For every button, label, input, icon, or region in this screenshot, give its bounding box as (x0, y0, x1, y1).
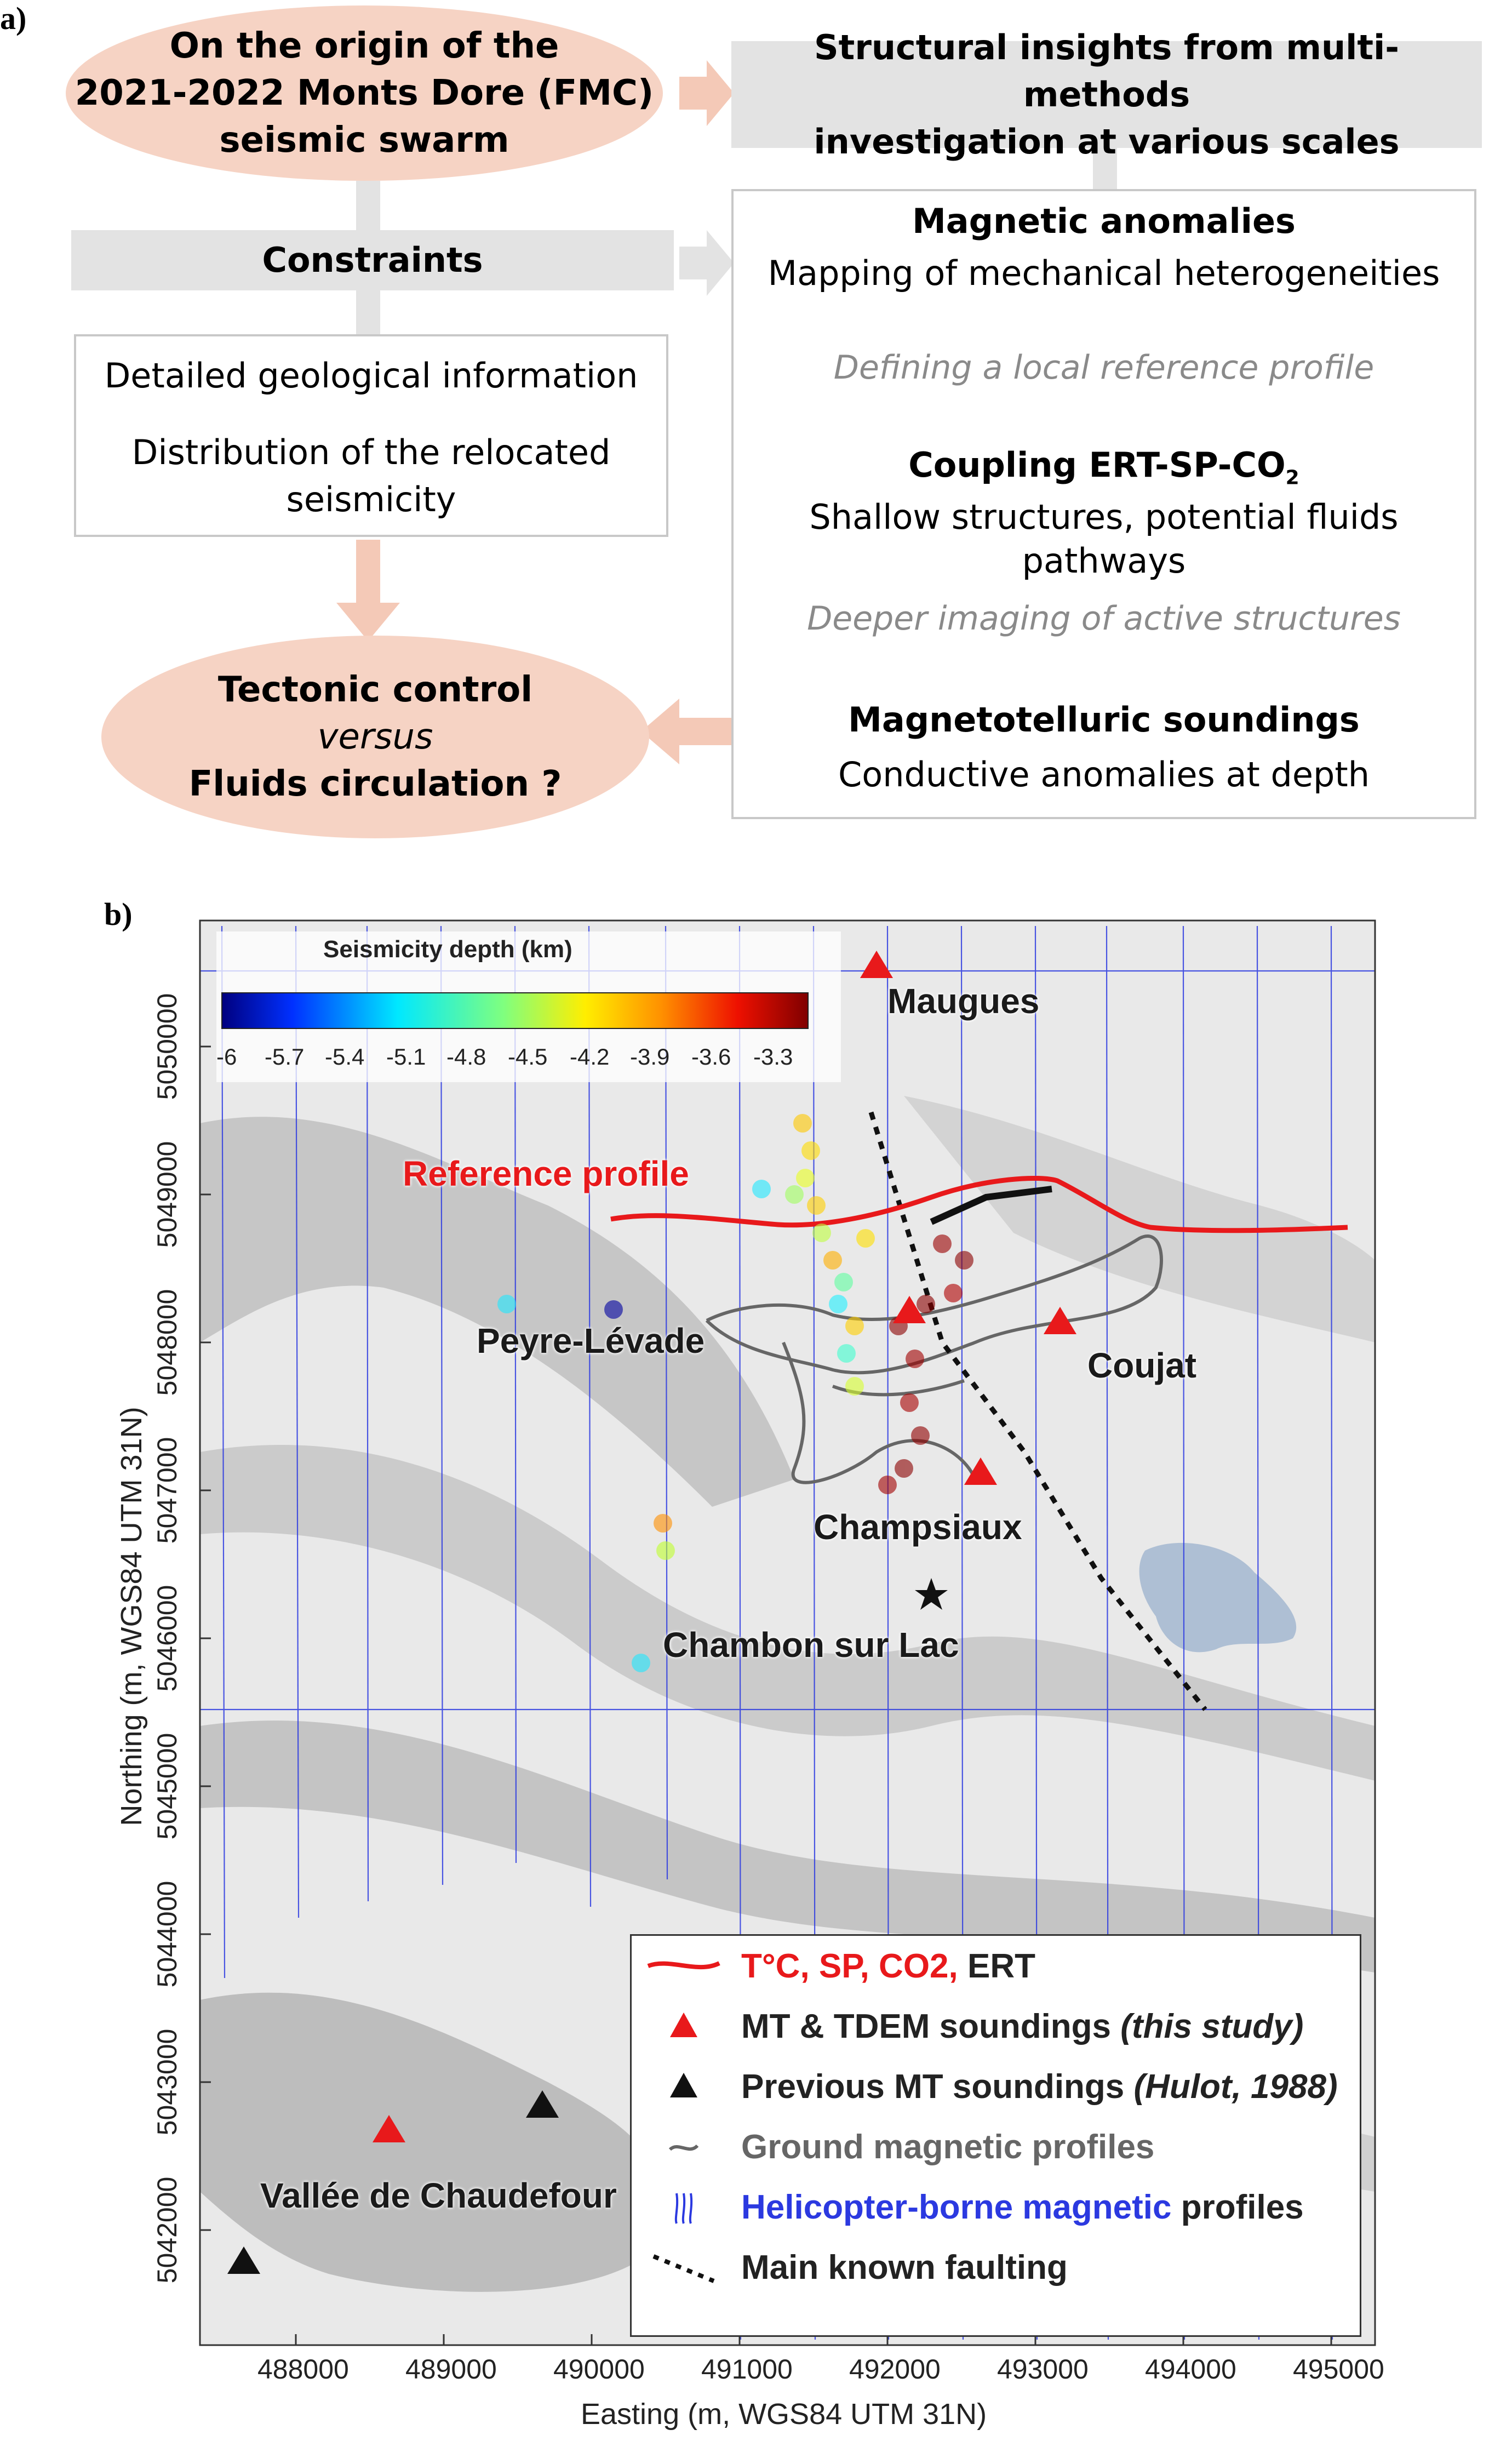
y-tick: 5047000 (152, 1437, 182, 1544)
legend-ert-black: ERT (967, 1947, 1035, 1985)
panel-b-label: b) (104, 896, 133, 932)
y-tick: 5044000 (152, 1880, 182, 1988)
legend-mt-symbol (643, 2004, 725, 2048)
legend-ground-text: Ground magnetic profiles (741, 2128, 1155, 2166)
legend-mt-main: MT & TDEM soundings (741, 2008, 1112, 2045)
cb-tick: -3.9 (630, 1044, 670, 1070)
cb-tick: -6 (216, 1044, 237, 1070)
legend-heli-black: profiles (1181, 2188, 1304, 2226)
result-line-3: Fluids circulation ? (188, 764, 562, 804)
y-tick-wrap (151, 993, 183, 1100)
cb-tick: -5.7 (265, 1044, 305, 1070)
panel-a-label: a) (0, 1, 27, 36)
ert-subtitle: Shallow structures, potential fluids pathways (809, 497, 1399, 581)
y-tick-wrap (151, 1881, 183, 1988)
x-tick: 490000 (553, 2354, 645, 2385)
step-reference-profile: Defining a local reference profile (833, 348, 1374, 387)
legend-heli-symbol (643, 2185, 725, 2229)
label-coujat: Coujat (1087, 1346, 1197, 1385)
colorbar-title: Seismicity depth (km) (323, 936, 572, 963)
legend-ert (632, 1936, 1360, 1996)
magnetic-anomalies-title: Magnetic anomalies (912, 201, 1296, 241)
legend-mt (632, 1996, 1360, 2056)
y-tick: 5045000 (152, 1733, 182, 1840)
y-tick-wrap (151, 2029, 183, 2136)
legend-ground-symbol (643, 2125, 725, 2169)
legend-fault (632, 2237, 1360, 2297)
legend-mt-italic: (this study) (1120, 2008, 1304, 2045)
x-tick: 493000 (997, 2354, 1089, 2385)
y-tick: 5043000 (152, 2028, 182, 2136)
y-tick-wrap (151, 2177, 183, 2284)
legend-previous-mt-symbol (643, 2065, 725, 2108)
cb-tick: -5.4 (325, 1044, 365, 1070)
cb-tick: -3.6 (691, 1044, 731, 1070)
mt-subtitle: Conductive anomalies at depth (838, 754, 1370, 794)
y-tick-wrap (151, 1289, 183, 1396)
origin-line-1: On the origin of the (169, 26, 559, 66)
x-tick: 491000 (701, 2354, 793, 2385)
y-tick: 5049000 (152, 1141, 182, 1248)
legend-ert-red: T°C, SP, CO2, (741, 1947, 958, 1985)
legend-heli-blue: Helicopter-borne magnetic (741, 2188, 1172, 2226)
label-champsiaux: Champsiaux (814, 1507, 1022, 1547)
label-maugues: Maugues (887, 981, 1040, 1021)
cb-tick: -5.1 (386, 1044, 426, 1070)
constraint-seismicity-1: Distribution of the relocated (131, 432, 611, 472)
ert-title: Coupling ERT-$SP-CO_2$ (908, 445, 1299, 489)
constraint-geology: Detailed geological information (104, 356, 638, 396)
constraints-label: Constraints (262, 240, 483, 280)
result-line-2: versus (317, 717, 433, 757)
label-chambon-sur-lac: Chambon sur Lac (663, 1625, 959, 1665)
x-tick: 489000 (405, 2354, 497, 2385)
y-tick-wrap (151, 1733, 183, 1840)
result-line-1: Tectonic control (217, 670, 533, 710)
x-tick: 495000 (1293, 2354, 1384, 2385)
mt-title: Magnetotelluric soundings (848, 700, 1360, 740)
legend-previous-mt (632, 2056, 1360, 2117)
magnetic-anomalies-subtitle: Mapping of mechanical heterogeneities (768, 253, 1440, 293)
legend-fault-symbol (643, 2245, 725, 2289)
label-reference-profile: Reference profile (403, 1154, 689, 1193)
map-legend (630, 1934, 1361, 2337)
label-vallee-de-chaudefour: Vallée de Chaudefour (260, 2176, 617, 2215)
legend-prev-main: Previous MT soundings (741, 2068, 1125, 2106)
y-tick-wrap (151, 1585, 183, 1692)
legend-fault-text: Main known faulting (741, 2249, 1068, 2286)
x-tick: 494000 (1145, 2354, 1236, 2385)
x-tick: 492000 (849, 2354, 941, 2385)
label-peyre-levade: Peyre-Lévade (477, 1321, 705, 1360)
origin-line-2: 2021-2022 Monts Dore (FMC) (75, 73, 654, 113)
legend-helicopter (632, 2177, 1360, 2237)
step-deeper-imaging: Deeper imaging of active structures (807, 599, 1401, 638)
colorbar-ticks (216, 1044, 841, 1077)
y-tick: 5050000 (152, 993, 182, 1100)
colorbar (222, 993, 808, 1028)
y-axis-label: Northing (m, WGS84 UTM 31N) (115, 1407, 148, 1826)
x-tick: 488000 (257, 2354, 349, 2385)
cb-tick: -3.3 (753, 1044, 793, 1070)
cb-tick: -4.2 (570, 1044, 610, 1070)
y-tick: 5046000 (152, 1585, 182, 1692)
legend-prev-italic: (Hulot, 1988) (1133, 2068, 1338, 2106)
y-tick-wrap (151, 1141, 183, 1248)
legend-ert-symbol (643, 1944, 725, 1988)
cb-tick: -4.5 (508, 1044, 548, 1070)
cb-tick: -4.8 (446, 1044, 486, 1070)
constraint-seismicity-2: seismicity (286, 479, 456, 519)
y-tick: 5048000 (152, 1289, 182, 1396)
x-axis-label: Easting (m, WGS84 UTM 31N) (581, 2398, 987, 2431)
y-tick-wrap (151, 1437, 183, 1544)
origin-line-3: seismic swarm (219, 120, 509, 161)
structural-line-2: investigation at various scales (814, 121, 1400, 162)
legend-ground-magnetic (632, 2117, 1360, 2177)
y-tick: 5042000 (152, 2176, 182, 2284)
ert-subscript: 2 (1285, 466, 1299, 489)
structural-line-1: Structural insights from multi-methods (814, 27, 1399, 115)
